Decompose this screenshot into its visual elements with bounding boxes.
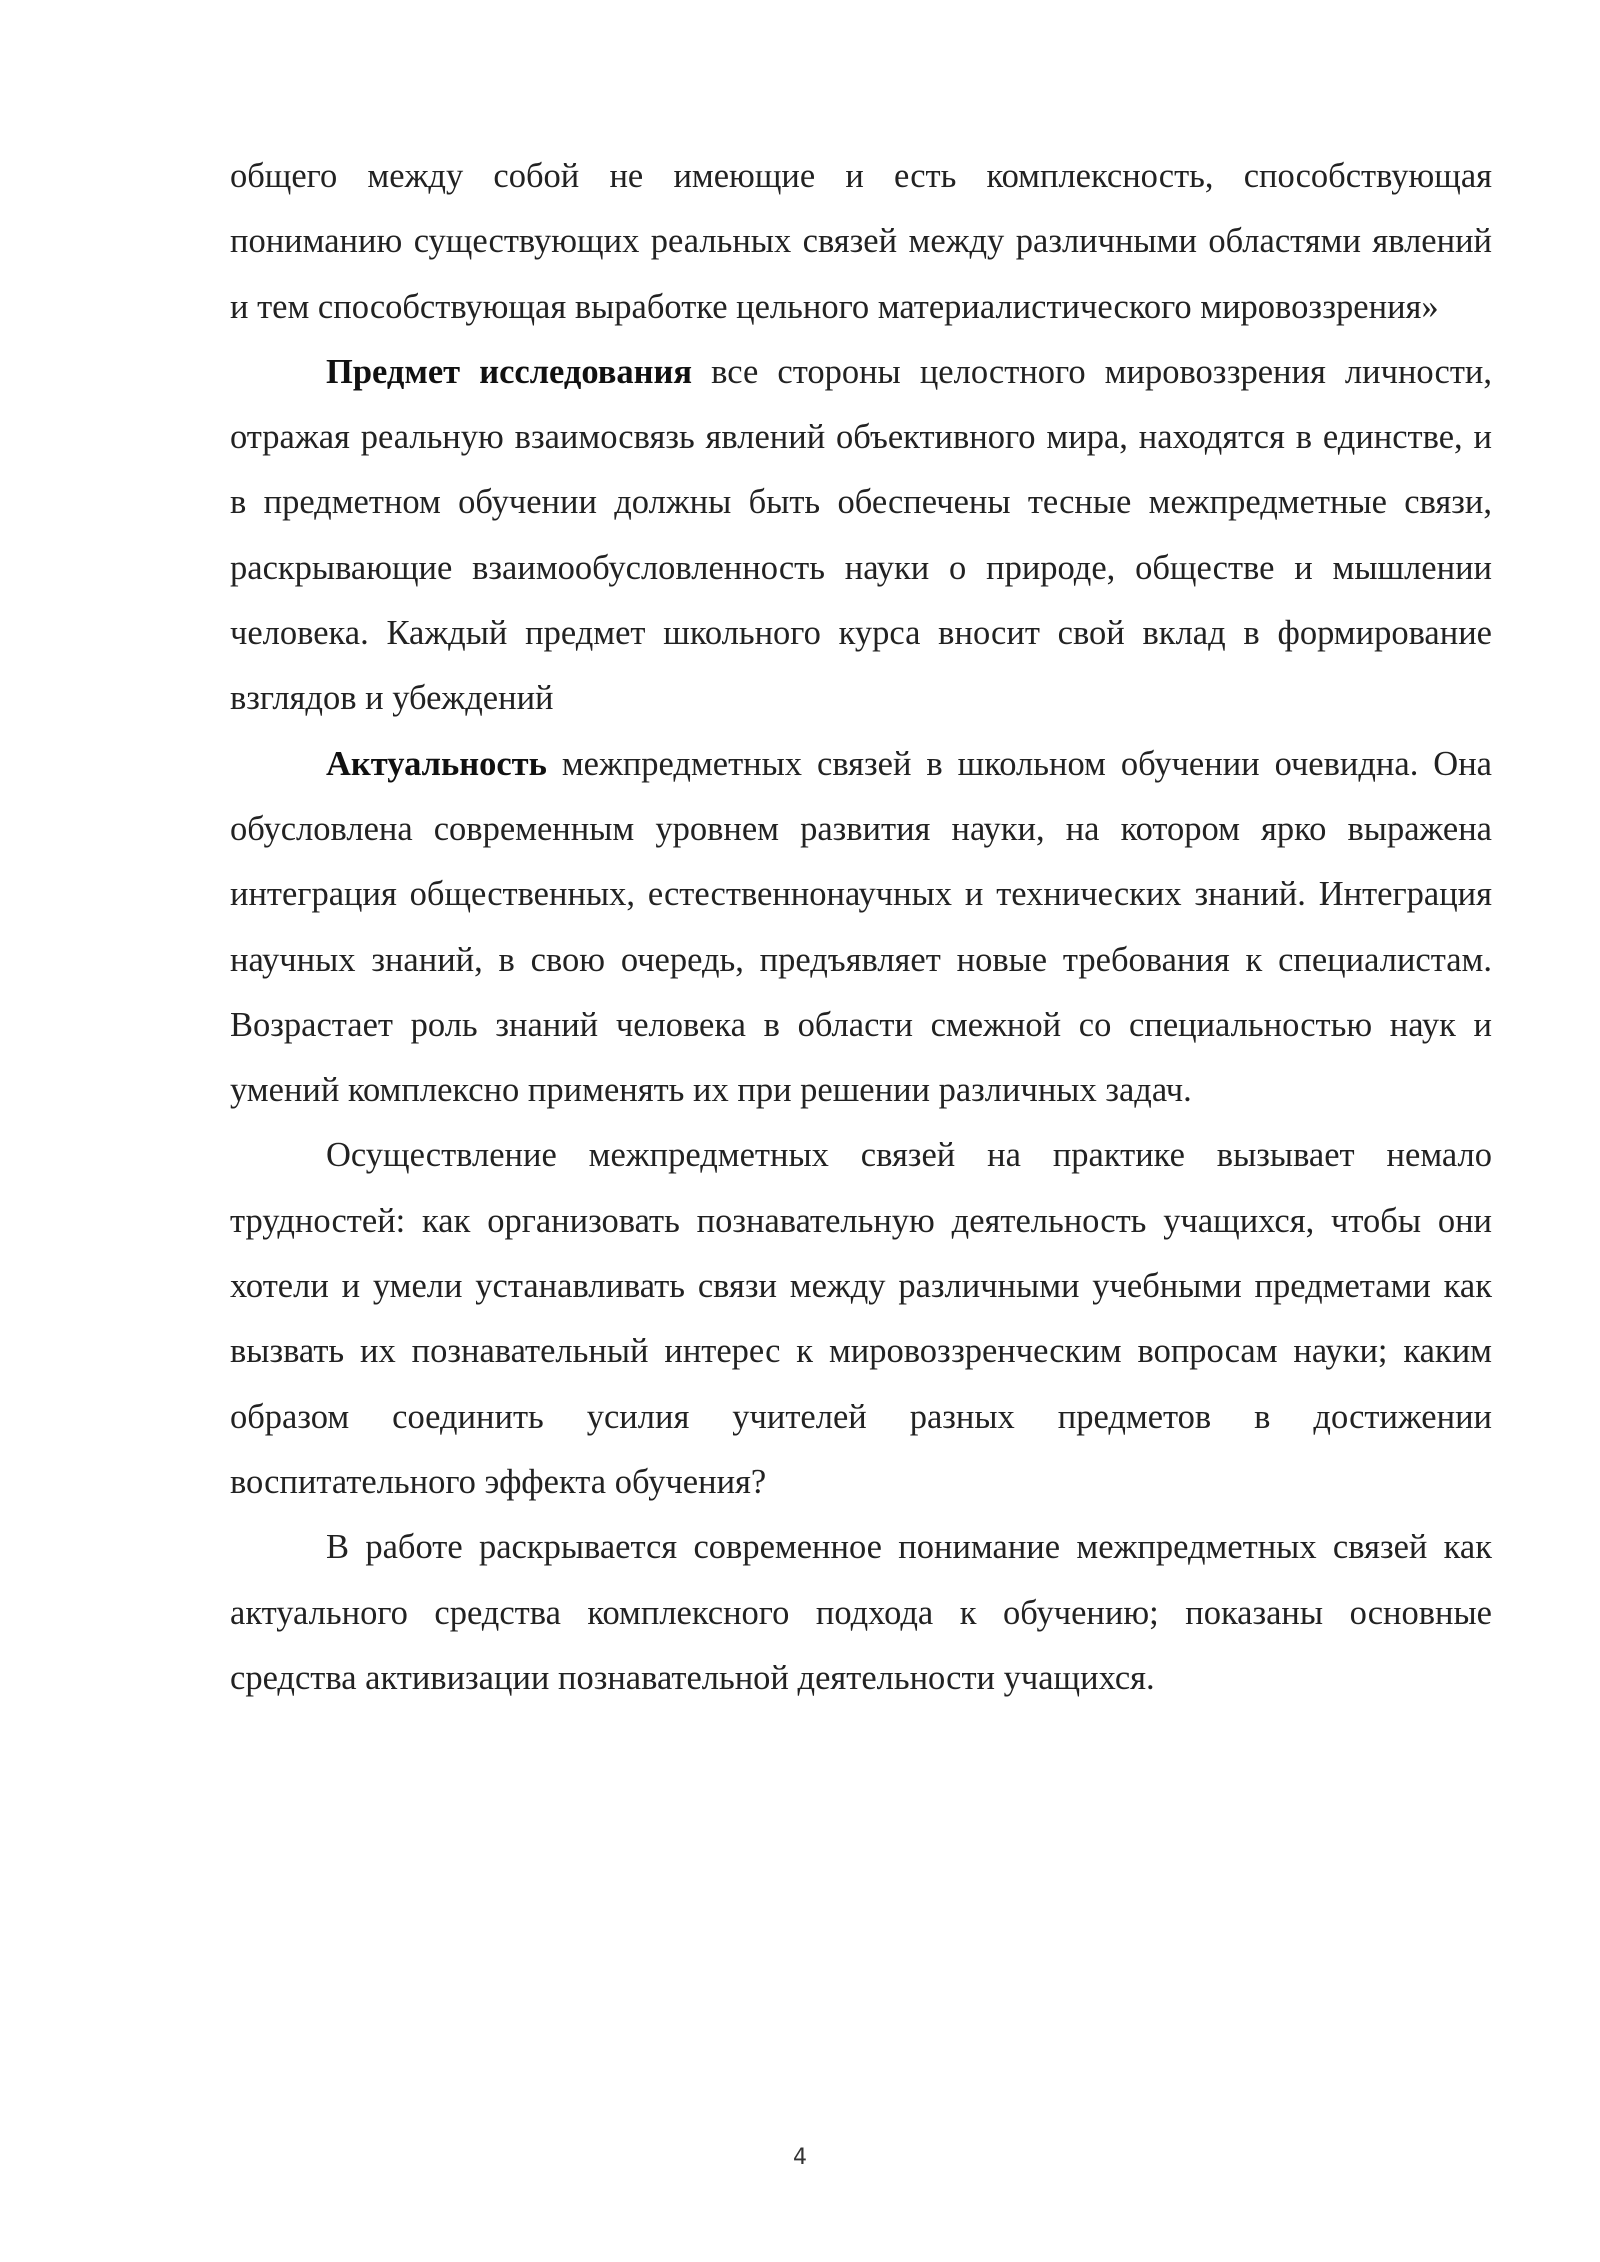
paragraph-heading-subject: Предмет исследования: [326, 352, 693, 391]
paragraph-summary: [230, 1515, 1492, 1711]
page-number: 4: [793, 2145, 807, 2170]
paragraph-text: общего между собой не имеющие и есть комплексность, способствующая пониманию существующих реальных связей между различными областями явлений и тем способствующая выработке цельного материалистического мировоззрения»: [230, 157, 1492, 326]
paragraph-implementation: [230, 1123, 1492, 1515]
paragraph-text: все стороны целостного мировоззрения личности, отражая реальную взаимосвязь явлений объективного мира, находятся в единстве, и в предметном обучении должны быть обеспечены тесные межпредметные связи, раскрывающие взаимообусловленность науки о природе, обществе и мышлении человека. Каждый предмет школьного курса вносит свой вклад в формирование взглядов и убеждений: [230, 352, 1492, 718]
body-text: [230, 144, 1492, 1711]
paragraph-continuation: [230, 144, 1492, 340]
paragraph-text: межпредметных связей в школьном обучении очевидна. Она обусловлена современным уровнем развития науки, на котором ярко выражена интеграция общественных, естественнонаучных и технических знаний. Интеграция научных знаний, в свою очередь, предъявляет новые требования к специалистам. Возрастает роль знаний человека в области смежной со специальностью наук и умений комплексно применять их при решении различных задач.: [230, 744, 1492, 1110]
paragraph-subject: [230, 340, 1492, 732]
paragraph-relevance: [230, 732, 1492, 1124]
paragraph-text: Осуществление межпредметных связей на практике вызывает немало трудностей: как организовать познавательную деятельность учащихся, чтобы они хотели и умели устанавливать связи между различными учебными предметами как вызвать их познавательный интерес к мировоззренческим вопросам науки; каким образом соединить усилия учителей разных предметов в достижении воспитательного эффекта обучения?: [230, 1136, 1492, 1501]
paragraph-heading-relevance: Актуальность: [326, 744, 547, 783]
paragraph-text: В работе раскрывается современное понимание межпредметных связей как актуального средства комплексного подхода к обучению; показаны основные средства активизации познавательной деятельности учащихся.: [230, 1528, 1492, 1697]
